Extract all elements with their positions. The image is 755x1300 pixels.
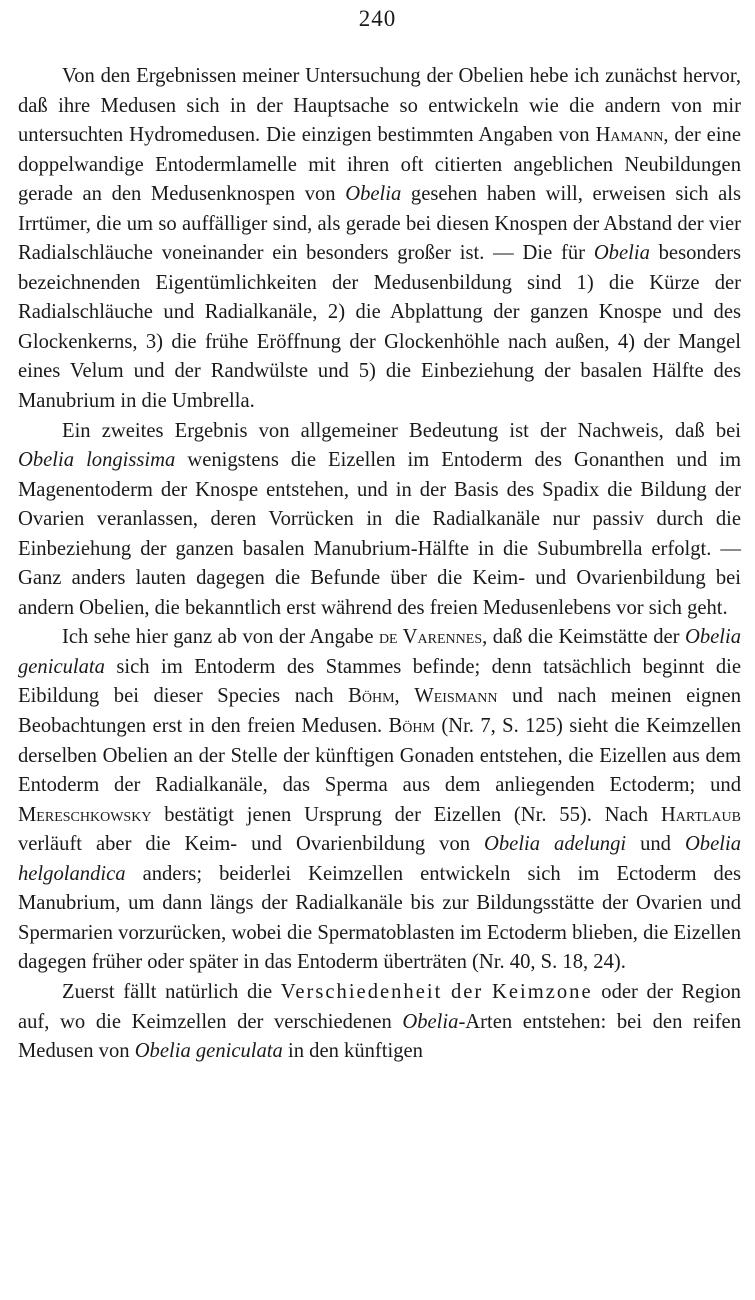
text-run: , der eine doppelwandige Entodermlamelle mit ihren oft citierten angeblichen Neubildungen gerade an den Medusenknospen von (18, 124, 741, 206)
text-run (483, 981, 492, 1003)
author-name: de Varennes (378, 626, 483, 649)
italic-term: Obelia (345, 183, 402, 206)
paragraph-4 (18, 978, 741, 1067)
text-run: besonders bezeichnenden Eigentümlichkeiten der Medusenbildung sind 1) die Kürze der Radialschläuche und Radialkanäle, 2) die Abplattung der ganzen Knospe und des Glockenkerns, 3) die frühe Eröffnung der Glockenhöhle nach außen, 4) der Mangel eines Velum und der Randwülste und 5) die Einbeziehung der basalen Hälfte des Manubrium in die Umbrella. (18, 242, 741, 413)
emphasis: der (451, 980, 484, 1003)
emphasis: Verschiedenheit (280, 980, 443, 1003)
text-run: , (394, 685, 415, 708)
italic-term: Obelia (402, 1010, 459, 1033)
italic-term: Obelia (593, 242, 650, 265)
paragraph-1 (18, 62, 741, 417)
italic-term: Obelia adelungi (484, 833, 627, 856)
text-run: sich im Entoderm des Stammes befinde; denn tatsächlich beginnt die Eibildung bei dieser Species nach (18, 655, 741, 708)
emphasis: Keimzone (491, 980, 593, 1003)
author-name: Böhm (388, 715, 435, 738)
paragraph-2 (18, 417, 741, 624)
text-run: und nach meinen eignen Beobachtungen erst in den freien Medusen. (18, 685, 741, 738)
italic-term: Obelia longissima (18, 449, 176, 472)
page-number: 240 (358, 6, 397, 31)
text-run: Ein zweites Ergebnis von allgemeiner Bedeutung ist der Nachweis, daß bei (62, 419, 741, 442)
italic-term: Obelia helgolandica (18, 833, 741, 885)
text-run: -Arten entstehen: bei den reifen Medusen von (18, 1010, 741, 1063)
text-run: Zuerst fällt natürlich die (62, 980, 281, 1003)
author-name: Weismann (414, 685, 498, 708)
italic-term: Obelia geniculata (18, 626, 742, 678)
text-run: in den künftigen (282, 1040, 423, 1063)
text-run (442, 981, 451, 1003)
author-name: Hartlaub (660, 803, 741, 826)
text-run: und (626, 833, 685, 856)
text-run: Ich sehe hier ganz ab von der Angabe (62, 626, 379, 649)
body-text (18, 62, 741, 1067)
text-run: anders; beiderlei Keimzellen entwickeln sich im Ectoderm des Manubrium, um dann längs der Radialkanäle bis zur Bildungsstätte der Ovarien und Spermarien vorzurücken, wobei die Spermatoblasten im Ectoderm blieben, die Eizellen dagegen früher oder später in das Entoderm überträten (Nr. 40, S. 18, 24). (18, 862, 741, 974)
author-name: Böhm (348, 685, 395, 708)
italic-term: Obelia geniculata (134, 1040, 283, 1063)
author-name: Hamann (595, 124, 664, 147)
paragraph-3 (18, 623, 741, 978)
author-name: Mereschkowsky (18, 803, 152, 826)
text-run: Von den Ergebnissen meiner Untersuchung der Obelien hebe ich zunächst hervor, daß ihre Medusen sich in der Hauptsache so entwickeln wie die andern von mir untersuchten Hydromedusen. Die einzigen bestimmten Angaben von (18, 65, 741, 147)
text-run: wenigstens die Eizellen im Entoderm des Gonanthen und im Magenentoderm der Knospe entstehen, und in der Basis des Spadix die Bildung der Ovarien veranlassen, deren Vorrücken in die Radialkanäle nur passiv durch die Einbeziehung der ganzen basalen Manubrium-Hälfte in die Subumbrella erfolgt. — Ganz anders lauten dagegen die Befunde über die Keim- und Ovarienbildung bei andern Obelien, die bekanntlich erst während des freien Medusenlebens vor sich geht. (18, 449, 741, 619)
text-run: , daß die Keimstätte der (482, 626, 685, 649)
text-run: gesehen haben will, erweisen sich als Irrtümer, die um so auffälliger sind, als gerade bei diesen Knospen der Abstand der vier Radialschläuche voneinander ein besonders großer ist. — Die für (18, 183, 741, 265)
text-run: (Nr. 7, S. 125) sieht die Keimzellen derselben Obelien an der Stelle der künftigen Gonaden entstehen, die Eizellen aus dem Entoderm der Radialkanäle, das Sperma aus dem anliegenden Ectoderm; und (18, 715, 741, 797)
text-run: bestätigt jenen Ursprung der Eizellen (Nr. 55). Nach (151, 803, 661, 826)
text-run: oder der Region auf, wo die Keimzellen der verschiedenen (18, 980, 741, 1033)
text-run: verläuft aber die Keim- und Ovarienbildung von (18, 833, 485, 856)
